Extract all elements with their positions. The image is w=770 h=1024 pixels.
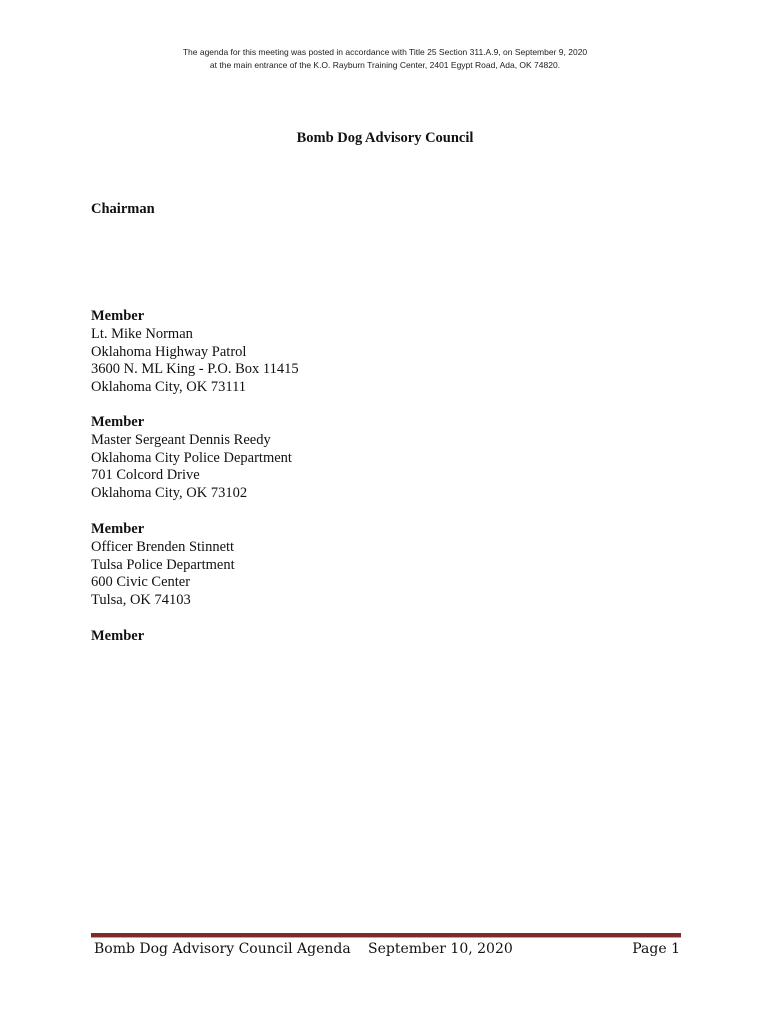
member-name: Master Sergeant Dennis Reedy (91, 431, 271, 448)
roster-role: Member (91, 628, 145, 644)
roster-role: Member (91, 414, 145, 430)
roster-entry-member-4 (91, 628, 144, 646)
posting-notice (0, 46, 770, 71)
posting-notice-line-1: The agenda for this meeting was posted in accordance with Title 25 Section 311.A.9, on September 9, 2020 (182, 47, 588, 57)
member-address: 701 Colcord Drive (91, 467, 200, 484)
member-city: Oklahoma City, OK 73102 (91, 485, 248, 502)
footer-page-number: Page 1 (632, 941, 680, 957)
roster-role: Member (91, 521, 145, 537)
member-name: Officer Brenden Stinnett (91, 538, 235, 555)
roster-entry-member-1 (91, 308, 299, 397)
member-address: 600 Civic Center (91, 574, 191, 591)
posting-notice-line-2: at the main entrance of the K.O. Rayburn Training Center, 2401 Egypt Road, Ada, OK 74820. (209, 59, 561, 70)
roster-role: Chairman (91, 201, 155, 217)
roster-entry-chairman (91, 201, 155, 219)
document-title: Bomb Dog Advisory Council (296, 130, 474, 146)
footer-date: September 10, 2020 (368, 941, 513, 957)
member-agency: Oklahoma City Police Department (91, 449, 292, 466)
member-city: Tulsa, OK 74103 (91, 592, 191, 609)
roster-entry-member-3 (91, 521, 235, 610)
footer-divider (91, 933, 681, 938)
member-name: Lt. Mike Norman (91, 325, 193, 342)
member-address: 3600 N. ML King - P.O. Box 11415 (91, 361, 299, 378)
member-city: Oklahoma City, OK 73111 (91, 379, 247, 396)
member-agency: Oklahoma Highway Patrol (91, 343, 247, 360)
roster-role: Member (91, 308, 145, 324)
roster-entry-member-2 (91, 414, 292, 503)
member-agency: Tulsa Police Department (91, 556, 235, 573)
footer-agenda-title: Bomb Dog Advisory Council Agenda (94, 941, 351, 957)
